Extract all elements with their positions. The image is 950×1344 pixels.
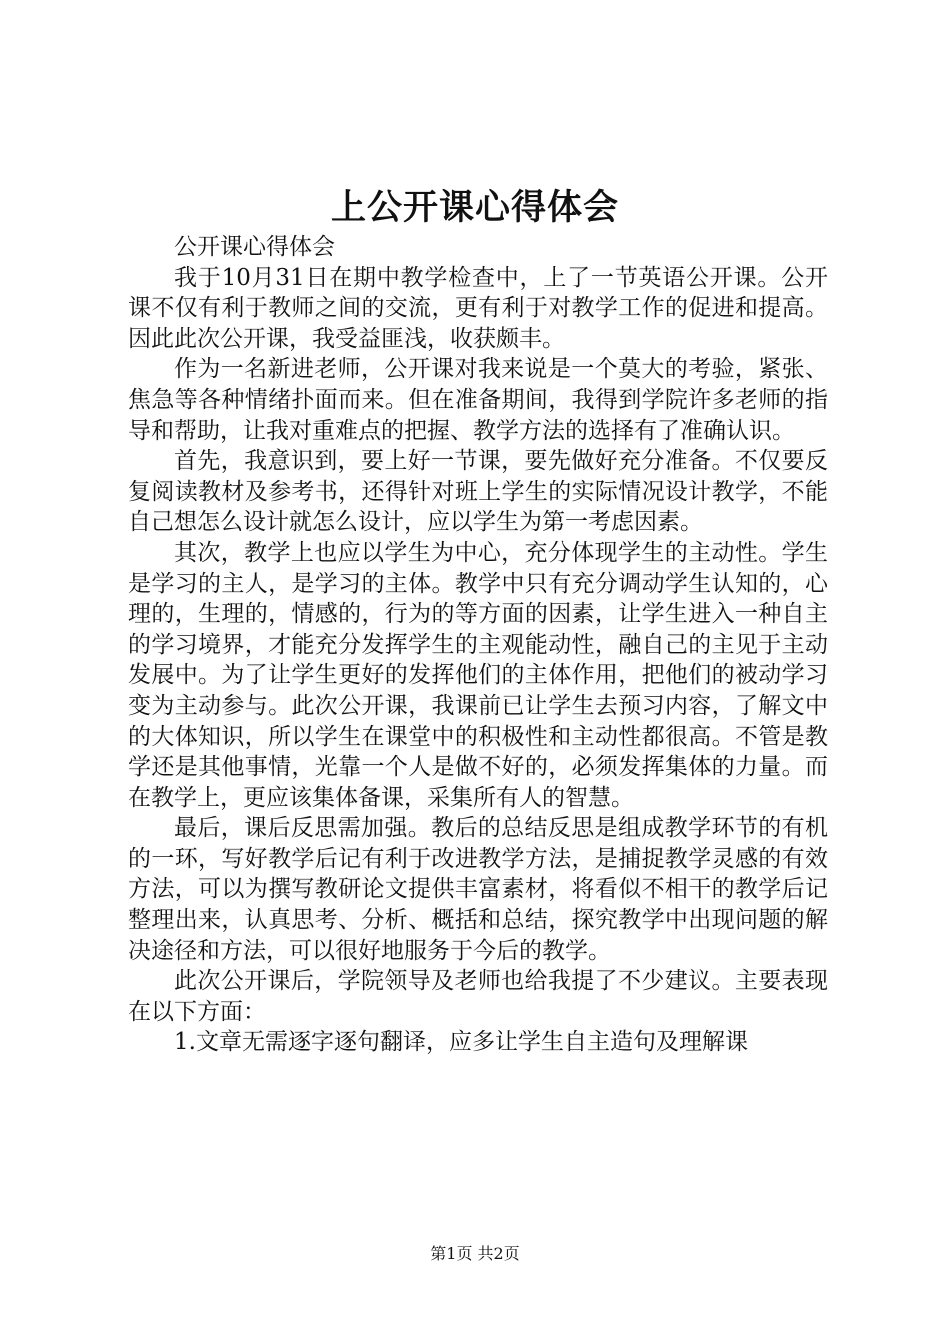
paragraph-subtitle: 公开课心得体会 bbox=[174, 234, 335, 260]
paragraph-last: 最后，课后反思需加强。教后的总结反思是组成教学环节的有机的一环，写好教学后记有利于改进教学方法，是捕捉教学灵感的有效方法，可以为撰写教研论文提供丰富素材，将看似不相干的教学后记整理出来，认真思考、分析、概括和总结，探究教学中出现问题的解决途径和方法，可以很好地服务于今后的教学。 bbox=[128, 815, 828, 964]
page-number: 第1页 共2页 bbox=[430, 1244, 520, 1263]
paragraph-suggestions: 此次公开课后，学院领导及老师也给我提了不少建议。主要表现在以下方面： bbox=[128, 968, 828, 1025]
paragraph-intro: 我于10月31日在期中教学检查中，上了一节英语公开课。公开课不仅有利于教师之间的交流，更有利于对教学工作的促进和提高。因此此次公开课，我受益匪浅，收获颇丰。 bbox=[128, 264, 828, 352]
document-body bbox=[128, 232, 828, 1058]
paragraph-first: 首先，我意识到，要上好一节课，要先做好充分准备。不仅要反复阅读教材及参考书，还得针对班上学生的实际情况设计教学，不能自己想怎么设计就怎么设计，应以学生为第一考虑因素。 bbox=[128, 448, 828, 536]
paragraph-item-1: 1.文章无需逐字逐句翻译，应多让学生自主造句及理解课 bbox=[174, 1029, 748, 1056]
paragraph-second: 其次，教学上也应以学生为中心，充分体现学生的主动性。学生是学习的主人，是学习的主体。教学中只有充分调动学生认知的，心理的，生理的，情感的，行为的等方面的因素，让学生进入一种自主的学习境界，才能充分发挥学生的主观能动性，融自己的主见于主动发展中。为了让学生更好的发挥他们的主体作用，把他们的被动学习变为主动参与。此次公开课，我课前已让学生去预习内容，了解文中的大体知识，所以学生在课堂中的积极性和主动性都很高。不管是教学还是其他事情，光靠一个人是做不好的，必须发挥集体的力量。而在教学上，更应该集体备课，采集所有人的智慧。 bbox=[128, 539, 828, 811]
paragraph-new-teacher: 作为一名新进老师，公开课对我来说是一个莫大的考验，紧张、焦急等各种情绪扑面而来。但在准备期间，我得到学院许多老师的指导和帮助，让我对重难点的把握、教学方法的选择有了准确认识。 bbox=[128, 356, 828, 444]
document-title: 上公开课心得体会 bbox=[330, 187, 619, 228]
